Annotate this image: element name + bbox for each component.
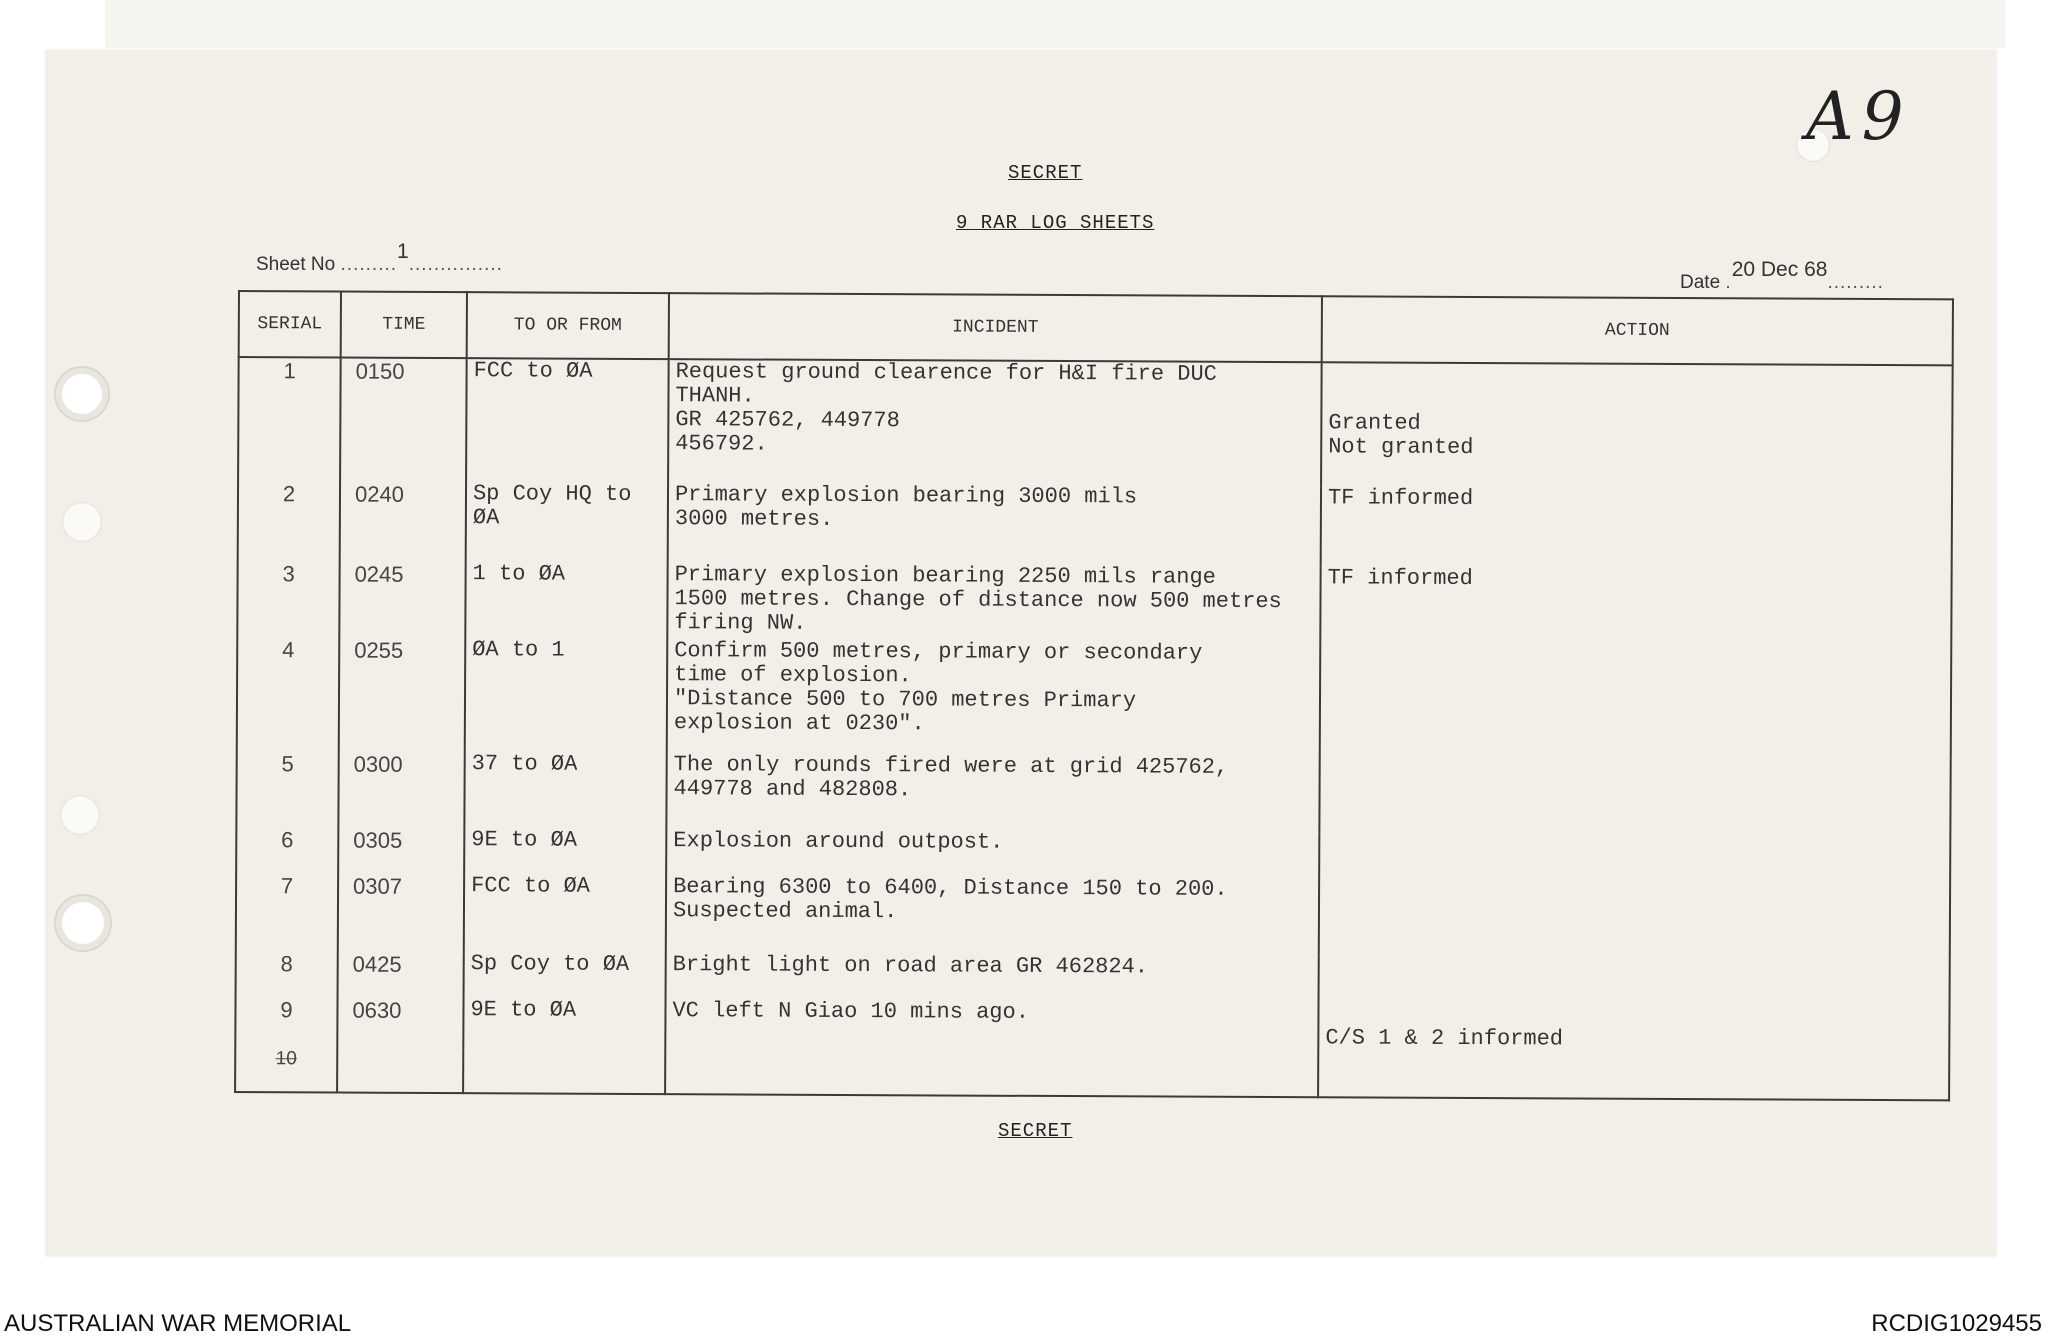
incident-line: explosion at 0230". <box>673 710 925 737</box>
log-table <box>234 290 1954 1101</box>
scan-background-strip <box>105 0 2005 48</box>
column-header-serial: SERIAL <box>239 291 341 357</box>
incident-line: Request ground clearence for H&I fire DUC <box>675 359 1217 387</box>
time-cell: 0150 <box>340 358 467 483</box>
action-cell <box>1319 878 1950 959</box>
column-header-incident: INCIDENT <box>669 293 1322 362</box>
incident-line: Confirm 500 metres, primary or secondary <box>674 638 1203 666</box>
action-cell <box>1320 567 1951 646</box>
incident-line: Bearing 6300 to 6400, Distance 150 to 200. <box>673 874 1228 902</box>
punch-hole <box>60 795 100 835</box>
action-cell <box>1318 1053 1949 1100</box>
log-row <box>238 357 1953 490</box>
credit-left: AUSTRALIAN WAR MEMORIAL <box>4 1310 352 1337</box>
sheet-label: Sheet No <box>256 254 336 275</box>
action-cell <box>1319 832 1950 881</box>
date-dotted-line: ......... <box>1827 272 1884 293</box>
serial-cell: 1 <box>238 357 341 482</box>
time-cell: 0245 <box>339 562 465 638</box>
incident-line: Explosion around outpost. <box>673 827 1004 855</box>
classification-bottom: SECRET <box>998 1120 1073 1142</box>
to-or-from-cell: Sp Coy to ØA <box>464 952 666 999</box>
to-or-from-cell: 9E to ØA <box>463 998 665 1050</box>
incident-line: Suspected animal. <box>672 898 898 925</box>
log-row <box>237 561 1951 645</box>
sheet-value: 1 <box>397 240 409 263</box>
action-line: C/S 1 & 2 informed <box>1325 1025 1564 1052</box>
incident-cell <box>667 563 1320 642</box>
column-header-to-or-from: TO OR FROM <box>467 292 669 359</box>
sheet-dotted-line: ............... <box>408 254 503 275</box>
action-line <box>1328 387 1945 414</box>
incident-cell <box>666 829 1319 879</box>
incident-cell <box>666 875 1319 956</box>
time-cell: 0255 <box>339 638 466 752</box>
incident-cell <box>666 753 1319 832</box>
document-title: 9 RAR LOG SHEETS <box>956 212 1155 234</box>
to-or-from-cell: FCC to ØA <box>464 874 666 953</box>
time-cell: 0305 <box>338 827 464 874</box>
action-cell <box>1320 642 1952 759</box>
incident-line: firing NW. <box>674 610 807 637</box>
action-cell <box>1321 362 1953 489</box>
incident-line: THANH. <box>675 383 755 409</box>
action-line: TF informed <box>1327 485 1474 512</box>
incident-line: GR 425762, 449778 <box>675 407 900 434</box>
log-row <box>236 751 1950 835</box>
incident-line: Primary explosion bearing 2250 mils range <box>674 562 1216 591</box>
column-header-time: TIME <box>341 292 467 359</box>
to-or-from-cell: FCC to ØA <box>466 358 669 483</box>
incident-line: The only rounds fired were at grid 425762, <box>673 751 1229 780</box>
classification-top: SECRET <box>1008 162 1083 184</box>
to-or-from-cell: Sp Coy HQ to ØA <box>466 482 668 563</box>
time-cell: 0630 <box>337 998 463 1049</box>
action-cell <box>1319 956 1950 1005</box>
serial-cell: 7 <box>236 873 338 951</box>
to-or-from-cell: 9E to ØA <box>464 828 666 875</box>
incident-cell <box>665 999 1318 1053</box>
handwritten-reference: A9 <box>1806 78 1912 155</box>
incident-cell <box>665 1050 1318 1097</box>
action-cell <box>1318 1002 1949 1056</box>
to-or-from-cell: ØA to 1 <box>465 638 668 753</box>
log-row <box>237 637 1952 759</box>
to-or-from-cell: 37 to ØA <box>464 752 666 829</box>
serial-cell: 2 <box>238 481 340 562</box>
time-cell: 0240 <box>340 482 466 563</box>
incident-line: 449778 and 482808. <box>673 775 912 803</box>
incident-line: Primary explosion bearing 3000 mils <box>674 482 1138 510</box>
serial-cell: 3 <box>237 561 339 637</box>
serial-cell: 10 <box>235 1048 337 1093</box>
serial-cell: 6 <box>236 827 338 874</box>
incident-cell <box>666 953 1319 1003</box>
time-cell: 0300 <box>338 751 464 827</box>
action-line: Not granted <box>1328 434 1474 461</box>
log-table-header-row <box>239 291 1953 365</box>
serial-cell: 5 <box>236 751 338 827</box>
incident-line: 1500 metres. Change of distance now 500 metres <box>674 586 1282 615</box>
log-row <box>236 873 1950 959</box>
time-cell: 0425 <box>338 951 464 998</box>
date-label: Date <box>1680 272 1721 293</box>
time-cell <box>337 1048 463 1093</box>
action-line: TF informed <box>1327 565 1473 592</box>
time-cell: 0307 <box>338 873 464 952</box>
serial-cell: 9 <box>235 997 337 1048</box>
incident-line: "Distance 500 to 700 metres Primary <box>673 686 1137 714</box>
punch-hole <box>56 896 110 950</box>
incident-line: Bright light on road area GR 462824. <box>672 951 1149 980</box>
punch-hole <box>56 368 108 420</box>
incident-cell <box>667 639 1321 756</box>
date-dotted-line: . <box>1725 272 1732 293</box>
action-cell <box>1321 487 1952 570</box>
log-row <box>235 1048 1949 1101</box>
incident-line: time of explosion. <box>674 662 912 689</box>
incident-line: 456792. <box>675 431 768 457</box>
action-line <box>1329 363 1946 390</box>
log-row <box>238 481 1952 569</box>
date-field <box>1680 258 1884 294</box>
punch-hole <box>62 502 102 542</box>
to-or-from-cell: 1 to ØA <box>465 562 667 639</box>
serial-cell: 4 <box>237 637 340 751</box>
log-row <box>235 997 1949 1056</box>
action-cell <box>1319 756 1950 835</box>
action-line: Granted <box>1328 410 1421 436</box>
incident-cell <box>668 483 1321 566</box>
column-header-action: ACTION <box>1322 296 1953 365</box>
credit-right: RCDIG1029455 <box>1871 1310 2042 1337</box>
to-or-from-cell <box>463 1049 665 1094</box>
date-value: 20 Dec 68 <box>1731 258 1828 281</box>
sheet-dotted-line: ......... <box>340 254 398 275</box>
serial-cell: 8 <box>236 951 338 998</box>
sheet-number-field <box>256 240 503 276</box>
incident-cell <box>668 359 1322 486</box>
incident-line: VC left N Giao 10 mins ago. <box>672 998 1030 1026</box>
incident-line: 3000 metres. <box>674 506 834 533</box>
